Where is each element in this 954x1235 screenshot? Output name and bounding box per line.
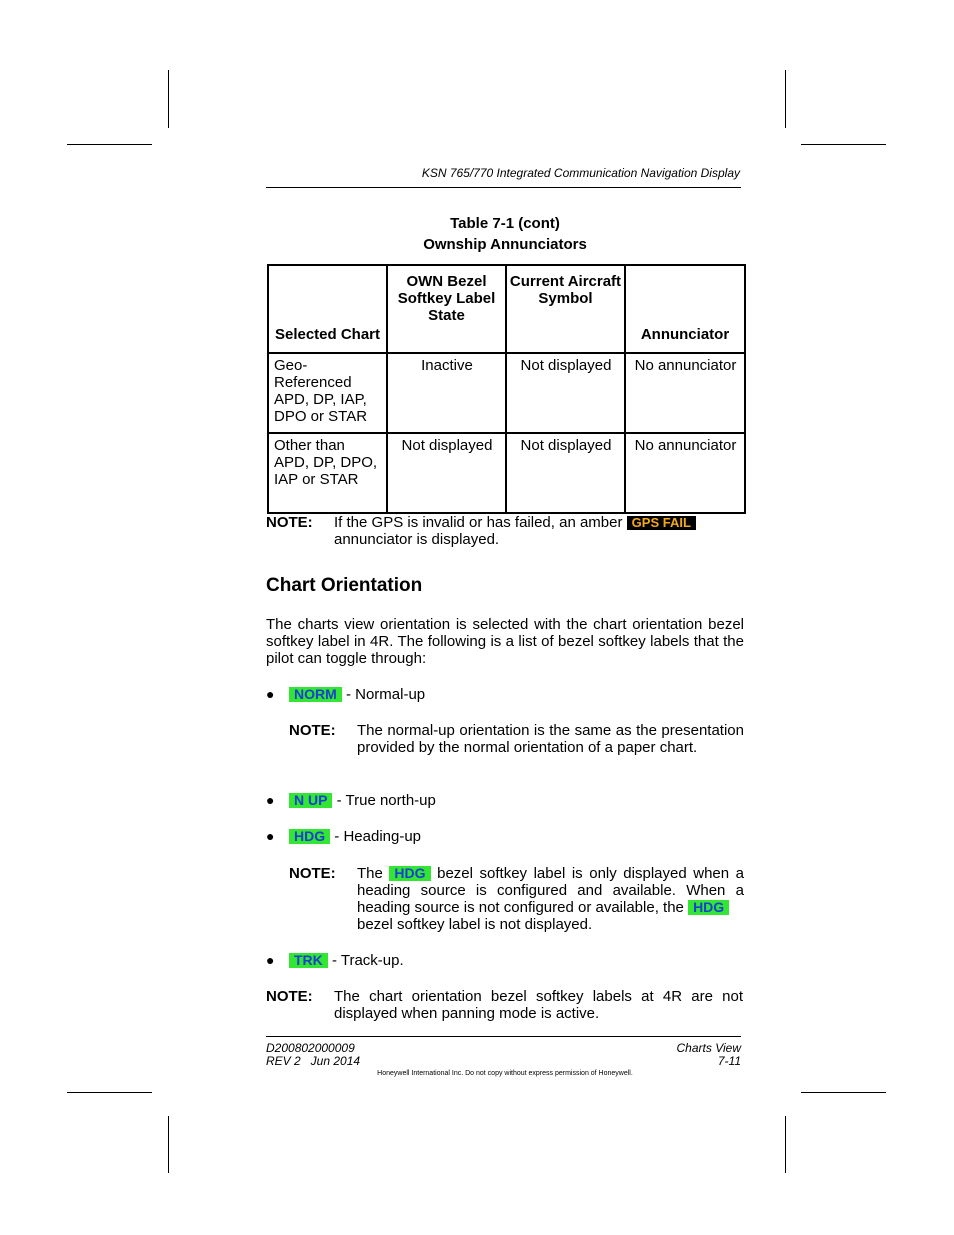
note-panning: The chart orientation bezel softkey labels at 4R are not displayed when panning mode is active. xyxy=(334,988,743,1022)
footer-rule xyxy=(266,1036,741,1037)
bullet-icon: ● xyxy=(266,686,275,702)
note-label: NOTE: xyxy=(266,988,313,1005)
column-header: Current Aircraft Symbol xyxy=(506,265,625,353)
table-cell: Not displayed xyxy=(506,353,625,433)
column-header: Annunciator xyxy=(625,265,745,353)
column-header: OWN Bezel Softkey Label State xyxy=(387,265,506,353)
trk-softkey-label: TRK xyxy=(289,953,328,968)
crop-mark xyxy=(67,1092,152,1093)
note-heading xyxy=(357,865,744,933)
table-row xyxy=(268,353,745,433)
note-text: bezel softkey label is not displayed. xyxy=(357,916,593,933)
table-cell: Other than APD, DP, DPO, IAP or STAR xyxy=(268,433,387,513)
bullet-item-nup xyxy=(289,792,436,809)
table-cell: Not displayed xyxy=(387,433,506,513)
note-text: If the GPS is invalid or has failed, an amber xyxy=(334,514,623,531)
table-header-row xyxy=(268,265,745,353)
norm-softkey-label: NORM xyxy=(289,687,342,702)
gps-fail-annunciator: GPS FAIL xyxy=(627,516,696,530)
header-rule xyxy=(266,187,741,188)
running-header: KSN 765/770 Integrated Communication Navigation Display xyxy=(421,166,740,180)
table-cell: Geo-Referenced APD, DP, IAP, DPO or STAR xyxy=(268,353,387,433)
crop-mark xyxy=(785,70,786,128)
crop-mark xyxy=(67,144,152,145)
note-gps-fail xyxy=(334,514,743,548)
footer-section: Charts View xyxy=(676,1041,741,1055)
table-cell: Inactive xyxy=(387,353,506,433)
bullet-text: - Track-up. xyxy=(331,952,404,969)
nup-softkey-label: N UP xyxy=(289,793,332,808)
crop-mark xyxy=(168,70,169,128)
note-label: NOTE: xyxy=(289,722,336,739)
hdg-softkey-label: HDG xyxy=(389,866,430,881)
table-caption: Ownship Annunciators xyxy=(423,236,587,253)
bullet-item-trk xyxy=(289,952,404,969)
bullet-item-norm xyxy=(289,686,425,703)
bullet-item-hdg xyxy=(289,828,421,845)
doc-number: D200802000009 xyxy=(266,1041,355,1055)
bullet-text: - True north-up xyxy=(336,792,436,809)
table-row xyxy=(268,433,745,513)
page-number: 7-11 xyxy=(717,1054,741,1068)
bullet-icon: ● xyxy=(266,828,275,844)
note-normal-up: The normal-up orientation is the same as the presentation provided by the normal orientation of a paper chart. xyxy=(357,722,744,756)
crop-mark xyxy=(801,144,886,145)
note-label: NOTE: xyxy=(289,865,336,882)
bullet-text: - Heading-up xyxy=(334,828,422,845)
bullet-text: - Normal-up xyxy=(345,686,426,703)
section-heading: Chart Orientation xyxy=(266,575,423,596)
crop-mark xyxy=(801,1092,886,1093)
copyright-notice: Honeywell International Inc. Do not copy without express permission of Honeywell. xyxy=(377,1070,633,1077)
bullet-icon: ● xyxy=(266,792,275,808)
crop-mark xyxy=(785,1116,786,1173)
hdg-softkey-label: HDG xyxy=(289,829,330,844)
table-cell: No annunciator xyxy=(625,433,745,513)
revision: REV 2 Jun 2014 xyxy=(266,1054,361,1068)
table-cell: No annunciator xyxy=(625,353,745,433)
crop-mark xyxy=(168,1116,169,1173)
note-text: annunciator is displayed. xyxy=(334,531,500,548)
note-label: NOTE: xyxy=(266,514,313,531)
column-header: Selected Chart xyxy=(268,265,387,353)
bullet-icon: ● xyxy=(266,952,275,968)
table-number: Table 7-1 (cont) xyxy=(450,215,560,232)
section-intro: The charts view orientation is selected with the chart orientation bezel softkey label in 4R. The following is a list of bezel softkey labels that the pilot can toggle through: xyxy=(266,616,744,667)
ownship-annunciators-table xyxy=(267,264,746,514)
note-text: The xyxy=(357,865,383,882)
note-text: bezel softkey label is only displayed when a heading source is configured and available. When a heading source is not configured or available, the xyxy=(357,865,745,916)
hdg-softkey-label: HDG xyxy=(688,900,729,915)
table-cell: Not displayed xyxy=(506,433,625,513)
